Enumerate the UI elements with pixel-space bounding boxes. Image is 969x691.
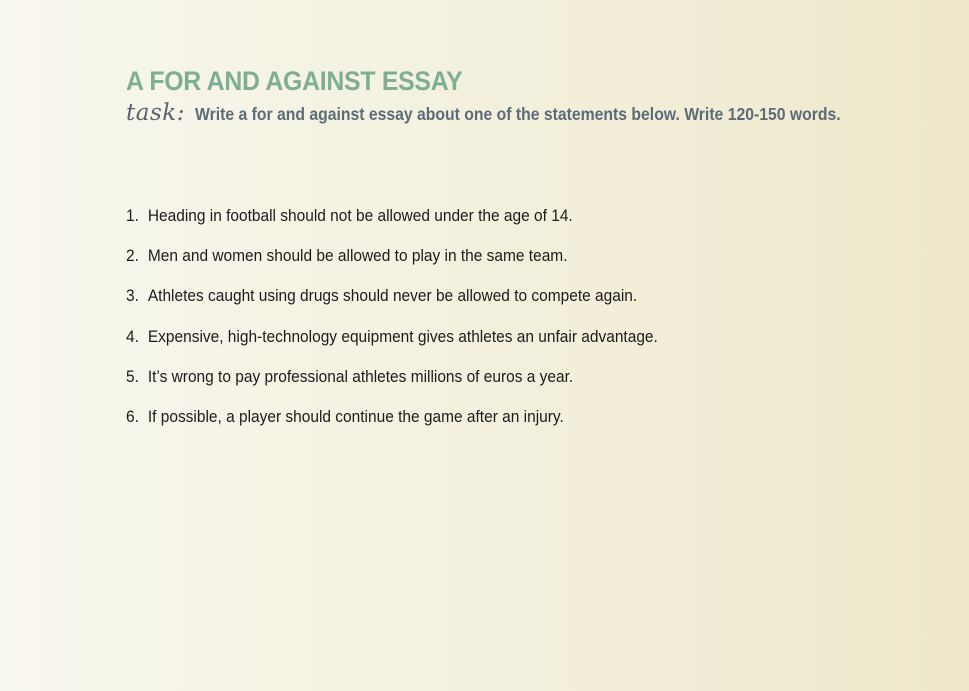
statement-text: Heading in football should not be allowed under the age of 14. [147,206,573,225]
statement-number: 6. [126,406,139,426]
statement-item [126,286,658,326]
statement-item [126,206,658,246]
statement-text: If possible, a player should continue the game after an injury. [147,406,564,426]
statement-text: Athletes caught using drugs should never be allowed to compete again. [147,286,638,306]
statement-number: 1. [126,206,139,225]
statement-item [126,407,658,447]
statement-list [126,206,710,447]
task-instruction [126,100,913,126]
statement-text: Expensive, high-technology equipment gives athletes an unfair advantage. [147,326,658,346]
task-text: Write a for and against essay about one of the statements below. Write 120-150 words. [195,104,842,124]
statement-text: It’s wrong to pay professional athletes millions of euros a year. [147,366,574,386]
statement-number: 2. [126,246,139,266]
statement-number: 5. [126,366,139,386]
statement-number: 3. [126,286,139,306]
page-title: A FOR AND AGAINST ESSAY [126,66,463,96]
statement-number: 4. [126,326,139,346]
statement-item [126,327,658,367]
task-label: task: [126,100,185,126]
statement-text: Men and women should be allowed to play in the same team. [147,246,568,266]
statement-item [126,367,658,407]
statement-item [126,246,658,286]
